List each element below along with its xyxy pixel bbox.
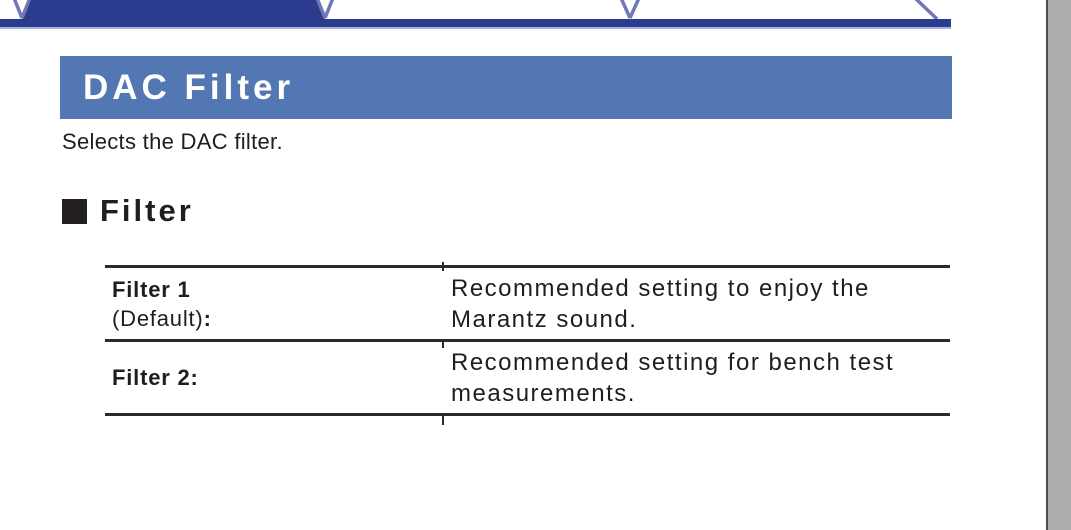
intro-text: Selects the DAC filter. <box>62 129 283 154</box>
term-cell <box>105 275 443 333</box>
active-tab[interactable] <box>22 0 325 19</box>
term-name: Filter 2: <box>112 365 199 390</box>
column-divider-tick <box>442 262 444 271</box>
tab-junction-right <box>621 0 639 18</box>
term-cell <box>105 363 443 392</box>
definition-cell <box>443 273 950 335</box>
table-row <box>105 339 950 413</box>
nav-tab-bar[interactable] <box>0 0 952 30</box>
tab-edge-last <box>915 0 937 19</box>
term-name: Filter 1 <box>112 276 191 302</box>
filter-table <box>105 265 950 416</box>
definition-line: Recommended setting to enjoy the <box>451 274 870 302</box>
column-divider-tick <box>442 339 444 348</box>
definition-line: measurements. <box>451 379 636 407</box>
page-title-bar <box>60 56 952 119</box>
term-qualifier: (Default): <box>112 305 212 331</box>
definition-line: Recommended setting for bench test <box>451 348 895 376</box>
page-title: DAC Filter <box>83 67 295 107</box>
section-title: Filter <box>100 193 194 228</box>
tab-bottom-bar <box>0 19 951 27</box>
column-divider-tick <box>442 416 444 425</box>
tab-bottom-bar-underline <box>0 27 951 29</box>
nav-tab-bar-graphic <box>0 0 952 30</box>
definition-cell <box>443 347 950 409</box>
definition-line: Marantz sound. <box>451 305 638 333</box>
page-edge-gutter <box>1046 0 1071 530</box>
table-row <box>105 265 950 339</box>
section-heading <box>62 193 194 228</box>
square-bullet-icon <box>62 199 87 224</box>
